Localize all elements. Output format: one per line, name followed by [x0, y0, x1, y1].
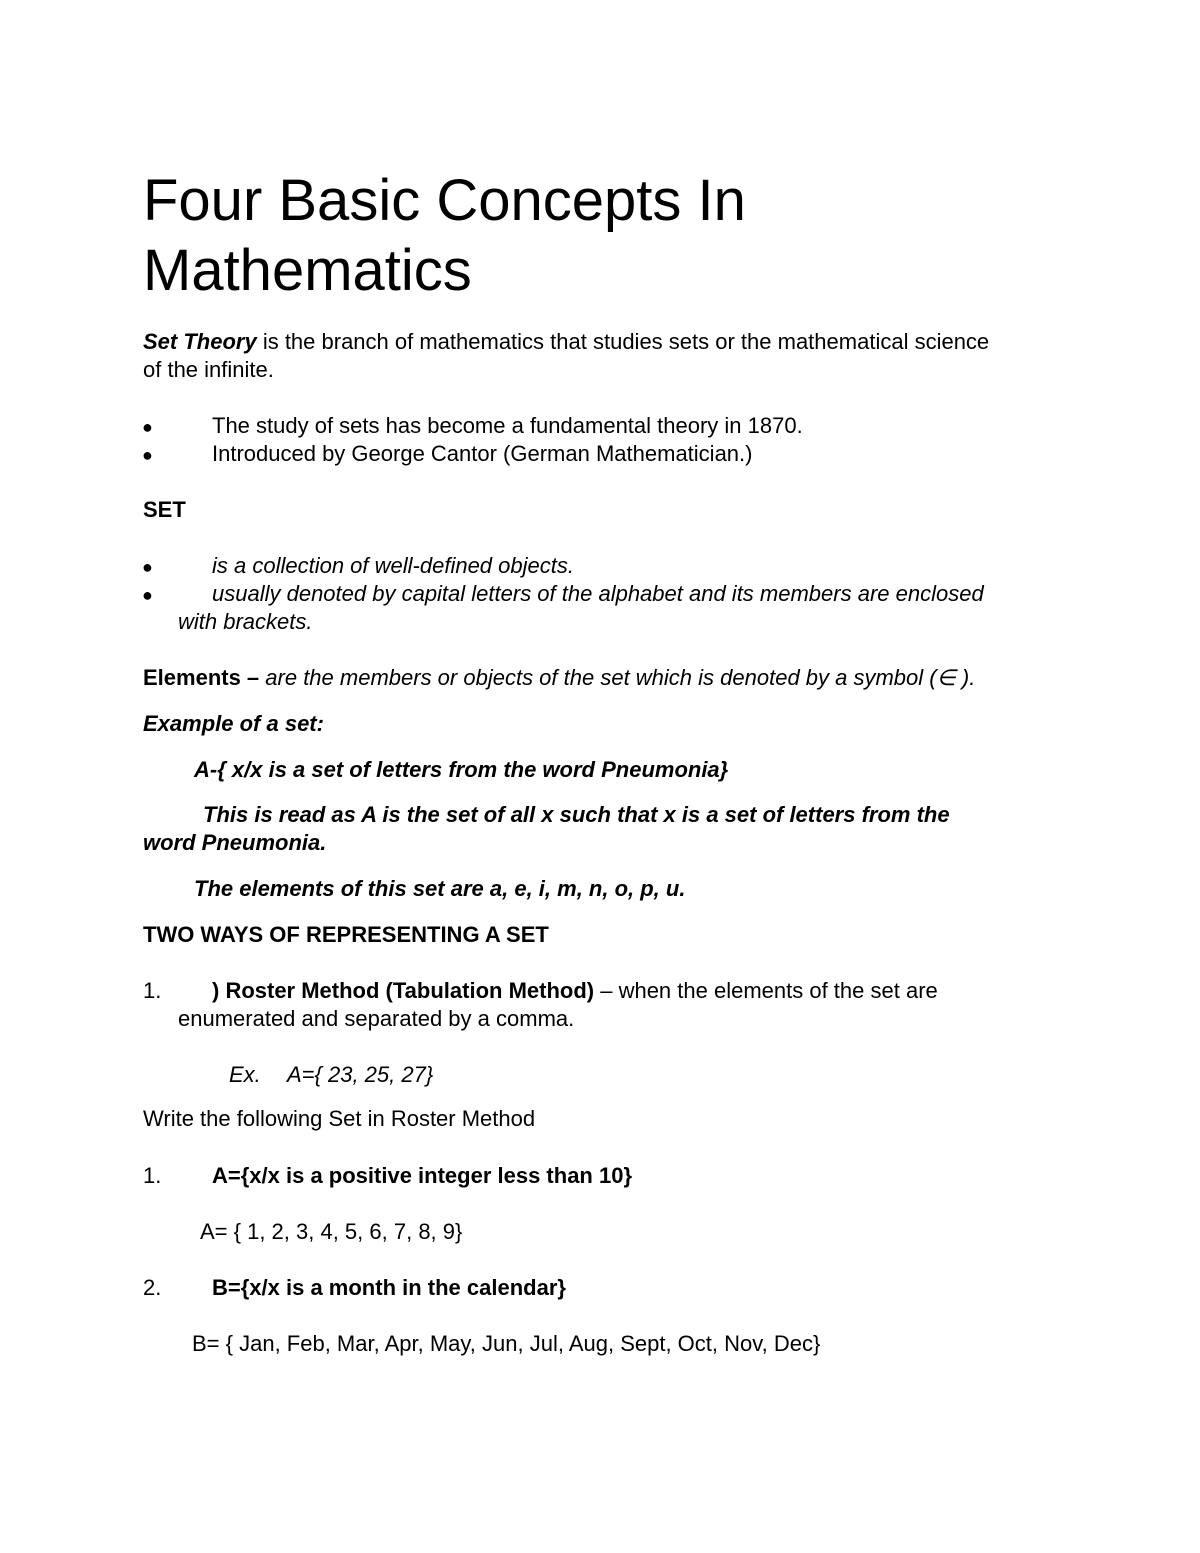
page-title-line-1: Four Basic Concepts In	[143, 168, 746, 233]
set-point-2-line-2: with brackets.	[178, 609, 313, 634]
bullet-icon: ●	[142, 585, 153, 605]
exercise-prompt: Write the following Set in Roster Method	[143, 1106, 536, 1131]
exercise-2-answer: B= { Jan, Feb, Mar, Apr, May, Jun, Jul, Aug, Sept, Oct, Nov, Dec}	[192, 1331, 821, 1356]
exercise-1-question: A={x/x is a positive integer less than 10}	[212, 1163, 633, 1188]
bullet-icon: ●	[142, 417, 153, 437]
bullet-icon: ●	[142, 445, 153, 465]
two-ways-heading: TWO WAYS OF REPRESENTING A SET	[143, 922, 549, 947]
elements-term: Elements –	[143, 665, 260, 690]
exercise-1-answer: A= { 1, 2, 3, 4, 5, 6, 7, 8, 9}	[200, 1219, 463, 1244]
roster-text: – when the elements of the set are	[594, 978, 938, 1003]
intro-paragraph-line-2: of the infinite.	[143, 357, 274, 382]
example-elements: The elements of this set are a, e, i, m, n, o, p, u.	[194, 876, 686, 901]
example-read-line-1: This is read as A is the set of all x such that x is a set of letters from the	[203, 802, 950, 827]
elements-definition	[143, 667, 975, 689]
roster-number: 1.	[143, 978, 162, 1003]
example-set-notation: A-{ x/x is a set of letters from the word Pneumonia}	[194, 757, 729, 782]
set-point-2-line-1: usually denoted by capital letters of the alphabet and its members are enclosed	[212, 581, 984, 606]
set-point-1: is a collection of well-defined objects.	[212, 553, 574, 578]
set-heading: SET	[143, 497, 186, 522]
fact-item-1: The study of sets has become a fundamental theory in 1870.	[212, 413, 803, 438]
exercise-2-number: 2.	[143, 1275, 162, 1300]
example-heading: Example of a set:	[143, 711, 324, 736]
bullet-icon: ●	[142, 557, 153, 577]
roster-example-label: Ex.	[229, 1062, 261, 1087]
example-read-line-2: word Pneumonia.	[143, 830, 327, 855]
roster-definition-line-1	[212, 980, 938, 1002]
intro-paragraph-line-1	[143, 331, 989, 353]
exercise-2-question: B={x/x is a month in the calendar}	[212, 1275, 566, 1300]
page-title-line-2: Mathematics	[143, 238, 472, 303]
intro-text: is the branch of mathematics that studies sets or the mathematical science	[256, 329, 990, 354]
fact-item-2: Introduced by George Cantor (German Mathematician.)	[212, 441, 753, 466]
exercise-1-number: 1.	[143, 1163, 162, 1188]
roster-definition-line-2: enumerated and separated by a comma.	[178, 1006, 575, 1031]
set-theory-term: Set Theory	[143, 329, 257, 354]
roster-example-value: A={ 23, 25, 27}	[287, 1062, 434, 1087]
roster-term: ) Roster Method (Tabulation Method)	[212, 978, 595, 1003]
elements-text: are the members or objects of the set which is denoted by a symbol (∈ ).	[259, 665, 976, 690]
